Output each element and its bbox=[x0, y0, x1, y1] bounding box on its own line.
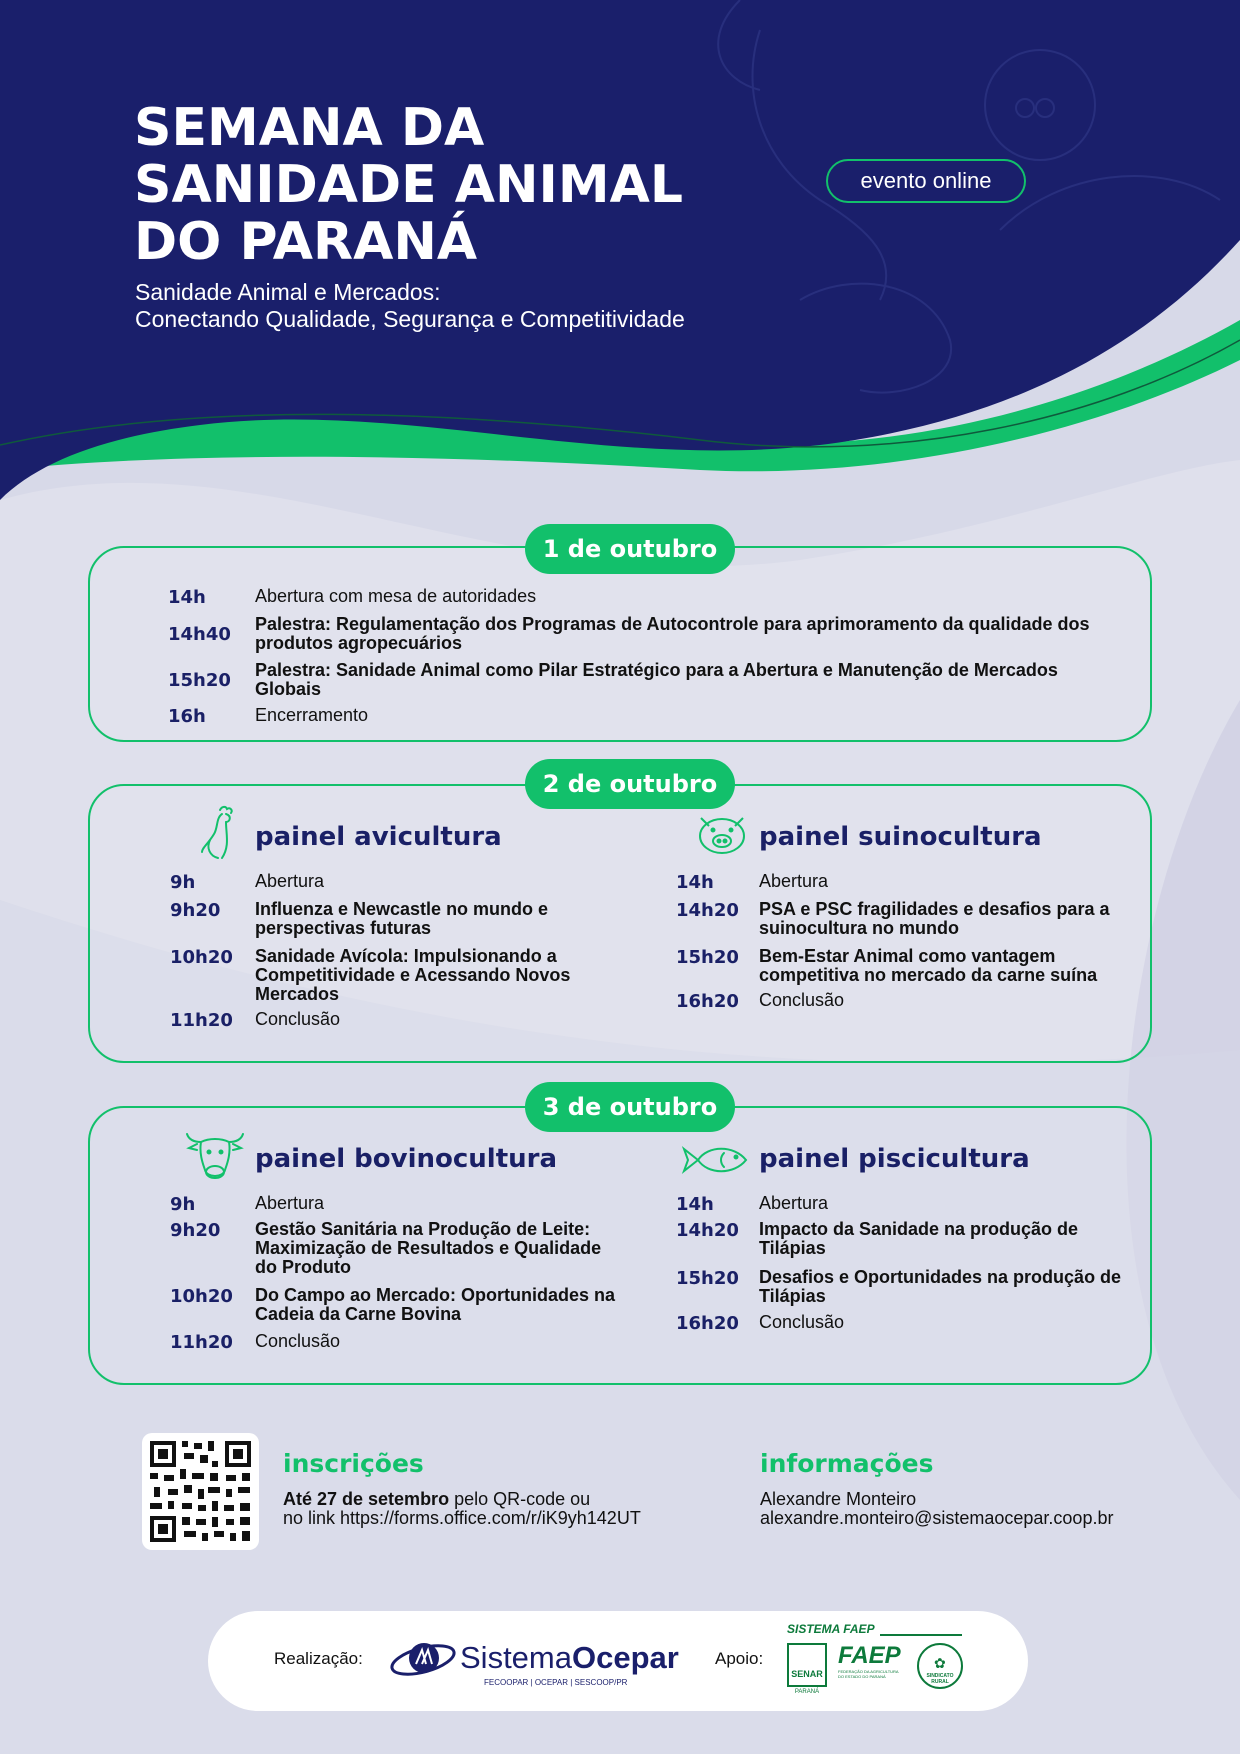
panel-title-suinocultura: painel suinocultura bbox=[759, 822, 1042, 852]
event-title bbox=[134, 100, 834, 271]
schedule-row bbox=[676, 1313, 1129, 1334]
contact-email[interactable]: alexandre.monteiro@sistemaocepar.coop.br bbox=[760, 1508, 1114, 1528]
registration-link[interactable]: no link https://forms.office.com/r/iK9yh142UT bbox=[283, 1508, 641, 1528]
ocepar-logo-text bbox=[460, 1640, 679, 1676]
schedule-time: 16h20 bbox=[676, 991, 739, 1012]
schedule-time: 9h bbox=[170, 1194, 196, 1215]
schedule-row bbox=[170, 1286, 625, 1324]
day2-label: 2 de outubro bbox=[525, 759, 735, 809]
schedule-row bbox=[676, 900, 1129, 938]
faep-logo-text: FAEP bbox=[838, 1642, 901, 1669]
senar-logo-sub: PARANÁ bbox=[794, 1689, 820, 1695]
schedule-desc: Encerramento bbox=[255, 705, 369, 725]
event-subtitle bbox=[135, 279, 835, 333]
leaf-icon: ✿ bbox=[934, 1655, 946, 1671]
schedule-time: 9h bbox=[170, 872, 196, 893]
sindicato-rural-logo bbox=[917, 1643, 963, 1689]
schedule-time: 14h20 bbox=[676, 1220, 739, 1241]
qr-code-icon bbox=[142, 1433, 259, 1550]
day3-label: 3 de outubro bbox=[525, 1082, 735, 1132]
schedule-desc: Abertura bbox=[255, 871, 325, 891]
schedule-desc: Conclusão bbox=[759, 990, 845, 1010]
title-line-2: SANIDADE ANIMAL bbox=[134, 155, 683, 215]
schedule-time: 16h bbox=[168, 706, 206, 727]
online-event-badge: evento online bbox=[826, 159, 1026, 203]
registration-qr-code[interactable] bbox=[142, 1433, 259, 1550]
schedule-desc: Impacto da Sanidade na produção de Tilápias bbox=[759, 1219, 1079, 1258]
rooster-icon bbox=[196, 804, 238, 862]
faep-logo-sub: FEDERAÇÃO DA AGRICULTURA DO ESTADO DO PARANÁ bbox=[838, 1669, 899, 1679]
ocepar-logo-prefix: Sistema bbox=[460, 1640, 572, 1675]
subtitle-line-1: Sanidade Animal e Mercados: bbox=[135, 279, 441, 305]
schedule-desc: Conclusão bbox=[255, 1009, 341, 1029]
schedule-time: 14h20 bbox=[676, 900, 739, 921]
schedule-desc: Conclusão bbox=[759, 1312, 845, 1332]
senar-logo-text: SENAR bbox=[791, 1669, 823, 1679]
schedule-time: 14h bbox=[676, 872, 714, 893]
schedule-time: 11h20 bbox=[170, 1010, 233, 1031]
schedule-desc: Abertura bbox=[255, 1193, 325, 1213]
contact-heading: informações bbox=[760, 1449, 934, 1478]
schedule-row bbox=[170, 1220, 625, 1277]
schedule-row bbox=[676, 1194, 1129, 1215]
schedule-desc: Abertura com mesa de autoridades bbox=[255, 586, 537, 606]
schedule-time: 11h20 bbox=[170, 1332, 233, 1353]
schedule-row bbox=[676, 991, 1129, 1012]
schedule-desc: PSA e PSC fragilidades e desafios para a suinocultura no mundo bbox=[759, 899, 1110, 938]
schedule-row bbox=[170, 1010, 635, 1031]
schedule-time: 14h bbox=[168, 587, 206, 608]
senar-logo bbox=[787, 1643, 827, 1687]
cow-icon bbox=[183, 1130, 247, 1182]
schedule-time: 14h40 bbox=[168, 623, 231, 645]
faep-title-rule bbox=[880, 1634, 962, 1636]
panel-title-avicultura: painel avicultura bbox=[255, 822, 502, 852]
sindicato-rural-text: SINDICATO RURAL bbox=[926, 1673, 954, 1685]
schedule-row bbox=[676, 947, 1129, 985]
schedule-desc: Palestra: Sanidade Animal como Pilar Estratégico para a Abertura e Manutenção de Mercados Globais bbox=[255, 660, 1058, 699]
schedule-desc: Palestra: Regulamentação dos Programas de Autocontrole para aprimoramento da qualidade dos produtos agropecuários bbox=[255, 614, 1090, 653]
title-line-3: DO PARANÁ bbox=[134, 212, 478, 272]
schedule-time: 15h20 bbox=[168, 669, 231, 691]
schedule-row bbox=[676, 1220, 1129, 1258]
pig-icon bbox=[695, 812, 749, 856]
schedule-row bbox=[170, 1194, 635, 1215]
faep-logo bbox=[838, 1643, 904, 1679]
schedule-row bbox=[676, 1268, 1129, 1306]
registration-text-line1 bbox=[283, 1490, 590, 1509]
registration-heading: inscrições bbox=[283, 1449, 424, 1478]
title-line-1: SEMANA DA bbox=[134, 98, 485, 158]
schedule-row bbox=[170, 900, 595, 938]
apoio-label: Apoio: bbox=[715, 1649, 764, 1668]
day1-label: 1 de outubro bbox=[525, 524, 735, 574]
ocepar-logo-sub: FECOOPAR | OCEPAR | SESCOOP/PR bbox=[484, 1678, 628, 1687]
registration-deadline: Até 27 de setembro bbox=[283, 1489, 450, 1509]
schedule-time: 10h20 bbox=[170, 1286, 233, 1307]
faep-system-title: SISTEMA FAEP bbox=[787, 1622, 875, 1636]
panel-title-piscicultura: painel piscicultura bbox=[759, 1144, 1030, 1174]
schedule-time: 15h20 bbox=[676, 947, 739, 968]
fish-icon bbox=[680, 1143, 750, 1177]
schedule-time: 9h20 bbox=[170, 1220, 221, 1241]
ocepar-logo-name: Ocepar bbox=[571, 1640, 679, 1675]
schedule-row bbox=[168, 615, 1118, 653]
schedule-desc: Bem-Estar Animal como vantagem competitiva no mercado da carne suína bbox=[759, 946, 1098, 985]
schedule-row bbox=[168, 661, 1118, 699]
contact-name: Alexandre Monteiro bbox=[760, 1489, 917, 1509]
realizacao-label: Realização: bbox=[274, 1649, 363, 1668]
schedule-time: 14h bbox=[676, 1194, 714, 1215]
schedule-row bbox=[170, 947, 600, 1004]
schedule-desc: Abertura bbox=[759, 1193, 829, 1213]
schedule-desc: Desafios e Oportunidades na produção de Tilápias bbox=[759, 1267, 1122, 1306]
subtitle-line-2: Conectando Qualidade, Segurança e Competitividade bbox=[135, 306, 685, 332]
panel-title-bovinocultura: painel bovinocultura bbox=[255, 1144, 558, 1174]
schedule-time: 9h20 bbox=[170, 900, 221, 921]
schedule-desc: Gestão Sanitária na Produção de Leite: Maximização de Resultados e Qualidade do Produto bbox=[255, 1219, 602, 1277]
schedule-row bbox=[170, 872, 635, 893]
schedule-row bbox=[168, 587, 1118, 608]
schedule-row bbox=[170, 1332, 635, 1353]
registration-method: pelo QR-code ou bbox=[449, 1489, 591, 1509]
schedule-row bbox=[168, 706, 1118, 727]
schedule-time: 16h20 bbox=[676, 1313, 739, 1334]
schedule-time: 15h20 bbox=[676, 1268, 739, 1289]
schedule-desc: Conclusão bbox=[255, 1331, 341, 1351]
schedule-desc: Influenza e Newcastle no mundo e perspectivas futuras bbox=[255, 899, 549, 938]
ocepar-logo-mark bbox=[388, 1636, 458, 1682]
schedule-desc: Sanidade Avícola: Impulsionando a Competitividade e Acessando Novos Mercados bbox=[255, 946, 571, 1004]
schedule-desc: Abertura bbox=[759, 871, 829, 891]
schedule-time: 10h20 bbox=[170, 947, 233, 968]
schedule-desc: Do Campo ao Mercado: Oportunidades na Cadeia da Carne Bovina bbox=[255, 1285, 616, 1324]
schedule-row bbox=[676, 872, 1129, 893]
